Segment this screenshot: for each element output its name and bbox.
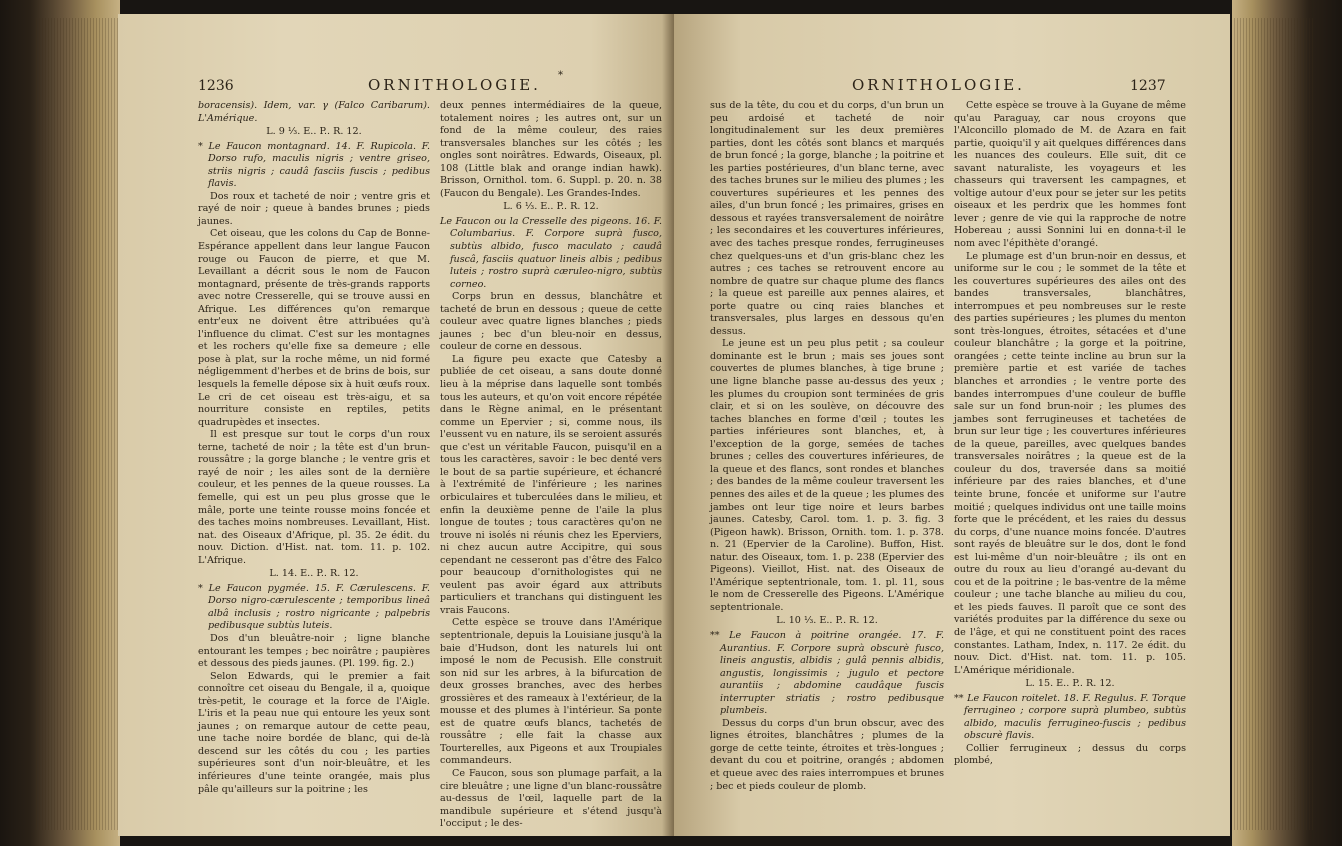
paragraph: Le jeune est un peu plus petit ; sa couleur dominante est le brun ; mais ses joues sont couvertes de plumes blanches, à tige brune ; une ligne blanche passe au-dessus des yeux ; les plumes du croupion sont terminées de gris clair, et si on les soulève, on découvre des taches blanches en forme d'œil ; toutes les parties inférieures sont blanches, et, à l'exception de la gorge, semées de taches brunes ; celles des couvertures inférieures, de la queue et des flancs, sont rondes et blanches ; des bandes de la même couleur traversent les pennes des ailes et de la queue ; les plumes des jambes ont leur tige noire et leurs barbes jaunes. Catesby, Carol. tom. 1. p. 3. fig. 3 (Pigeon hawk). Brisson, Ornith. tom. 1. p. 378. n. 21 (Epervier de la Caroline). Buffon, Hist. natur. des Oiseaux, tom. 1. p. 238 (Epervier des Pigeons). Vieillot, Hist. nat. des Oiseaux de l'Amérique septentrionale, tom. 1. pl. 11, sous le nom de Cresserelle des Pigeons. L'Amérique septentrionale.: [710, 338, 944, 613]
ornament-mark: *: [558, 70, 563, 81]
species-entry-heading: ** Le Faucon roitelet. 18. F. Regulus. F. Torque ferrugineo ; corpore suprà plumbeo, subtùs albido, maculis ferrugineo-fuscis ; pedibus obscurè flavis.: [954, 692, 1186, 742]
paragraph: Collier ferrugineux ; dessus du corps plombé,: [954, 742, 1186, 767]
paragraph: deux pennes intermédiaires de la queue, totalement noires ; les autres ont, sur un fond de la même couleur, des raies transversales blanches sur les côtés ; les ongles sont noirâtres. Edwards, Oiseaux, pl. 108 (Little blak and orange indian hawk). Brisson, Ornithol. tom. 6. Suppl. p. 20. n. 38 (Faucon du Bengale). Les Grandes-Indes.: [440, 100, 662, 199]
paragraph: boracensis). Idem, var. γ (Falco Caribarum). L'Amérique.: [198, 100, 430, 124]
left-page: [118, 14, 674, 836]
paragraph: Ce Faucon, sous son plumage parfait, a la cire bleuâtre ; une ligne d'un blanc-roussâtre au-dessus de l'œil, laquelle part de la mandibule supérieure et s'étend jusqu'à l'occiput ; le des-: [440, 767, 662, 830]
left-page-edge-lines: [36, 18, 118, 830]
measurement-line: L. 14. E.. P.. R. 12.: [269, 568, 359, 580]
paragraph: sus de la tête, du cou et du corps, d'un brun un peu ardoisé et tacheté de noir longitudinalement sur les deux premières parties, dont les côtés sont blancs et marqués de brun foncé ; la gorge, blanche ; la poitrine et les parties postérieures, d'un blanc terne, avec des taches brunes sur le milieu des plumes ; les couvertures supérieures et les pennes des ailes, d'un brun foncé ; les primaires, grises en dessous et rayées transversalement de noirâtre ; les secondaires et les couvertures inférieures, avec des taches presque rondes, ferrugineuses chez quelques-uns et d'un gris-blanc chez les autres ; ces taches se retrouvent encore au nombre de quatre sur chaque plume des flancs ; la queue est pareille aux pennes alaires, et porte quatre ou cinq raies blanches et transversales, plus larges en dessous qu'en dessus.: [710, 100, 944, 337]
paragraph: Corps brun en dessus, blanchâtre et tacheté de brun en dessous ; queue de cette couleur avec quatre lignes blanches ; pieds jaunes ; bec d'un bleu-noir en dessus, couleur de corne en dessous.: [440, 291, 662, 353]
paragraph: Selon Edwards, qui le premier a fait connoître cet oiseau du Bengale, il a, quoique très-petit, le courage et la force de l'Aigle. L'iris et la peau nue qui entoure les yeux sont jaunes ; on remarque autour de cette peau, une tache noire bordée de blanc, qui de-là descend sur les côtés du cou ; les parties supérieures sont d'un noir-bleuâtre, et les inférieures d'une teinte orangée, mais plus pâle qu'ailleurs sur la poitrine ; les: [198, 670, 430, 795]
right-page: [674, 14, 1230, 836]
species-entry-heading: ** Le Faucon à poitrine orangée. 17. F. Aurantius. F. Corpore suprà obscurè fusco, lineis angustis, albidis ; gulâ pennis albidis, angustis, longissimis ; jugulo et pectore aurantiis ; abdomine caudâque fuscis interrupter striatis ; rostro pedibusque plumbeis.: [710, 629, 944, 717]
paragraph: Dos d'un bleuâtre-noir ; ligne blanche entourant les tempes ; bec noirâtre ; paupières et dessous des pieds jaunes. (Pl. 199. fig. 2.): [198, 632, 430, 670]
paragraph: Cette espèce se trouve dans l'Amérique septentrionale, depuis la Louisiane jusqu'à la baie d'Hudson, dont les naturels lui ont imposé le nom de Pecusish. Elle construit son nid sur les arbres, à la bifurcation de deux grosses branches, avec des herbes grossières et des rameaux à l'extérieur, de la mousse et des plumes à l'intérieur. Sa ponte est de quatre œufs blancs, tachetés de roussâtre ; elle fait la chasse aux Tourterelles, aux Pigeons et aux Troupiales commandeurs.: [440, 617, 662, 767]
right-page-edge-lines: [1234, 18, 1314, 830]
right-page-column-1: [710, 100, 944, 822]
paragraph: La figure peu exacte que Catesby a publiée de cet oiseau, a sans doute donné lieu à la méprise dans laquelle sont tombés tous les auteurs, et qu'on voit encore répétée dans le Règne animal, en le présentant comme un Epervier ; si, comme nous, ils l'eussent vu en nature, ils se seroient assurés que c'est un véritable Faucon, puisqu'il en a tous les caractères, savoir : le bec denté vers le bout de sa partie supérieure, et échancré à l'extrémité de l'inférieure ; les narines orbiculaires et tuberculées dans le milieu, et enfin la deuxième penne de l'aile la plus longue de toutes ; tous caractères qu'on ne trouve ni isolés ni réunis chez les Eperviers, ni chez aucun autre Accipitre, qui sous cependant ne cesseront pas d'être des Falco pour beaucoup d'ornithologistes qui ne veulent pas avoir égard aux attributs particuliers et tranchans qui distinguent les vrais Faucons.: [440, 353, 662, 616]
paragraph: Cette espèce se trouve à la Guyane de même qu'au Paraguay, car nous croyons que l'Alconcillo plomado de M. de Azara en fait partie, quoiqu'il y ait quelques différences dans les nuances des couleurs. Elle suit, dit ce savant naturaliste, les voyageurs et les chasseurs qui traversent les campagnes, et voltige autour d'eux pour se jeter sur les petits oiseaux et les perdrix que les hommes font lever ; genre de vie qui la rapproche de notre Hobereau ; aussi Sonnini lui en donna-t-il le nom avec l'épithète d'orangé.: [954, 100, 1186, 250]
measurement-line: L. 15. E.. P.. R. 12.: [1025, 678, 1115, 690]
left-page-column-2: [440, 100, 662, 830]
species-entry-heading: Le Faucon ou la Cresselle des pigeons. 16. F. Columbarius. F. Corpore suprà fusco, subtùs albido, fusco maculato ; caudâ fuscâ, fasciis quatuor lineis albis ; pedibus luteis ; rostro suprà cæruleo-nigro, subtùs corneo.: [440, 215, 662, 290]
species-entry-heading: * Le Faucon pygmée. 15. F. Cærulescens. F. Dorso nigro-cærulescente ; temporibus lineâ albâ inclusis ; rostro nigricante ; palpebris pedibusque subtùs luteis.: [198, 582, 430, 632]
species-entry-heading: * Le Faucon montagnard. 14. F. Rupicola. F. Dorso rufo, maculis nigris ; ventre griseo, striis nigris ; caudâ fasciis fuscis ; pedibus flavis.: [198, 140, 430, 190]
paragraph: Dos roux et tacheté de noir ; ventre gris et rayé de noir ; queue à bandes brunes ; pieds jaunes.: [198, 190, 430, 227]
running-head-right: ORNITHOLOGIE.: [852, 76, 1025, 94]
measurement-line: L. 10 ⅓. E.. P.. R. 12.: [776, 615, 878, 627]
paragraph: Dessus du corps d'un brun obscur, avec des lignes étroites, blanchâtres ; plumes de la gorge de cette teinte, étroites et très-longues ; devant du cou et poitrine, orangés ; abdomen et queue avec des raies interrompues et brunes ; bec et pieds couleur de plomb.: [710, 717, 944, 792]
running-head-left: ORNITHOLOGIE.: [368, 76, 541, 94]
paragraph: Il est presque sur tout le corps d'un roux terne, tacheté de noir ; la tête est d'un brun-roussâtre ; la gorge blanche ; le ventre gris et rayé de noir ; les ailes sont de la dernière couleur, et les pennes de la queue rousses. La femelle, qui est un peu plus grosse que le mâle, porte une teinte rousse moins foncée et des taches moins nombreuses. Levaillant, Hist. nat. des Oiseaux d'Afrique, pl. 35. 2e édit. du nouv. Diction. d'Hist. nat. tom. 11. p. 102. L'Afrique.: [198, 429, 430, 566]
left-page-column-1: [198, 100, 430, 822]
measurement-line: L. 6 ⅓. E.. P.. R. 12.: [503, 201, 599, 213]
measurement-line: L. 9 ⅓. E.. P.. R. 12.: [266, 126, 362, 138]
paragraph: Le plumage est d'un brun-noir en dessus, et uniforme sur le cou ; le sommet de la tête et les couvertures supérieures des ailes ont des bandes transversales, blanchâtres, interrompues et peu nombreuses sur le reste des parties supérieures ; les plumes du menton sont très-longues, étroites, sétacées et d'une couleur blanchâtre ; la gorge et la poitrine, orangées ; cette teinte incline au brun sur la première partie et est variée de taches blanches et arrondies ; le ventre porte des bandes interrompues d'une couleur de buffle sale sur un fond brun-noir ; les plumes des jambes sont ferrugineuses et tachetées de brun sur leur tige ; les couvertures inférieures de la queue, pareilles, avec quelques bandes transversales noirâtres ; la queue est de la couleur du dos, traversée dans sa moitié inférieure par des raies blanches, et d'une teinte brune, foncée et uniforme sur l'autre moitié ; quelques individus ont une taille moins forte que le précédent, et les raies du dessus du corps, d'une nuance moins foncée. D'autres sont rayés de bleuâtre sur le dos, dont le fond est lui-même d'un noir-bleuâtre ; ils ont en outre du roux au lieu d'orangé au-devant du cou et de la poitrine ; le bas-ventre de la même couleur ; une tache blanche au milieu du cou, et les pieds fauves. Il paroît que ce sont des variétés produites par la différence du sexe ou de l'âge, et qui ne constituent point des races constantes. Latham, Index, n. 117. 2e édit. du nouv. Dict. d'Hist. nat. tom. 11. p. 105. L'Amérique méridionale.: [954, 250, 1186, 676]
paragraph: Cet oiseau, que les colons du Cap de Bonne-Espérance appellent dans leur langue Faucon rouge ou Faucon de pierre, et que M. Levaillant a décrit sous le nom de Faucon montagnard, présente de très-grands rapports avec notre Cresserelle, qui se trouve aussi en Afrique. Les différences qu'on remarque entr'eux ne doivent être attribuées qu'à l'influence du climat. C'est sur les montagnes et les rochers qu'elle fixe sa demeure ; elle pose à plat, sur la roche même, un nid formé négligemment d'herbes et de brins de bois, sur lesquels la femelle dépose six à huit œufs roux. Le cri de cet oiseau est très-aigu, et sa nourriture consiste en reptiles, petits quadrupèdes et insectes.: [198, 228, 430, 428]
page-number-left: 1236: [198, 78, 234, 94]
page-number-right: 1237: [1130, 78, 1166, 94]
right-page-column-2: [954, 100, 1186, 822]
